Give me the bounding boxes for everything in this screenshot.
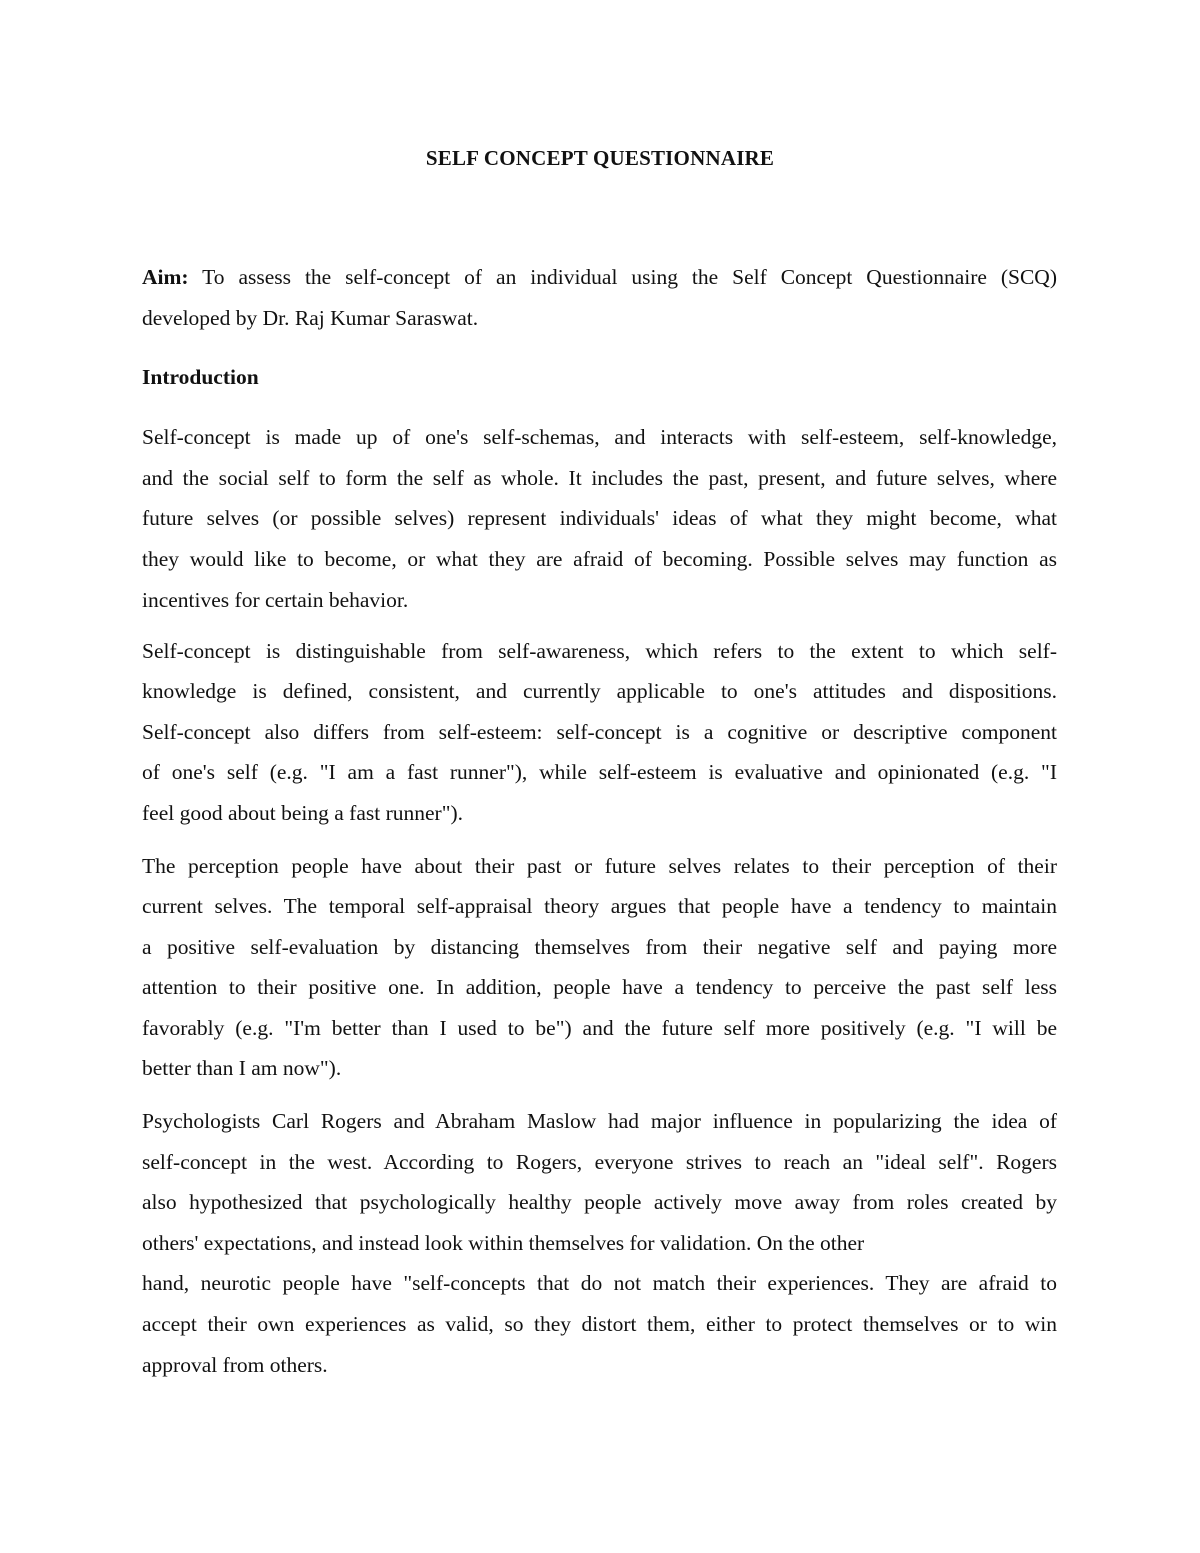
paragraph-1-line: incentives for certain behavior. — [142, 588, 409, 612]
paragraph-3-line: favorably (e.g. "I'm better than I used to be") and the future self more positively (e.g. "I will be — [142, 1016, 1057, 1040]
paragraph-1-line: future selves (or possible selves) represent individuals' ideas of what they might become, what — [142, 506, 1057, 530]
paragraph-1-line: and the social self to form the self as whole. It includes the past, present, and future selves, where — [142, 466, 1057, 490]
paragraph-3-line: current selves. The temporal self-appraisal theory argues that people have a tendency to maintain — [142, 894, 1057, 918]
paragraph-4-line: Psychologists Carl Rogers and Abraham Maslow had major influence in popularizing the idea of — [142, 1109, 1057, 1133]
paragraph-4-line: others' expectations, and instead look within themselves for validation. On the other — [142, 1231, 865, 1255]
paragraph-2-line: feel good about being a fast runner"). — [142, 801, 464, 825]
paragraph-2-line: Self-concept is distinguishable from self-awareness, which refers to the extent to which self- — [142, 639, 1057, 663]
aim-line-1 — [142, 264, 1057, 290]
aim-text: To assess the self-concept of an individual using the Self Concept Questionnaire (SCQ) — [188, 265, 1057, 289]
paragraph-2-line: Self-concept also differs from self-esteem: self-concept is a cognitive or descriptive component — [142, 720, 1057, 744]
document-title: SELF CONCEPT QUESTIONNAIRE — [425, 146, 775, 170]
aim-line-2: developed by Dr. Raj Kumar Saraswat. — [142, 306, 479, 330]
paragraph-3-line: a positive self-evaluation by distancing themselves from their negative self and paying more — [142, 935, 1057, 959]
paragraph-1-line: Self-concept is made up of one's self-schemas, and interacts with self-esteem, self-knowledge, — [142, 425, 1057, 449]
paragraph-2-line: of one's self (e.g. "I am a fast runner"), while self-esteem is evaluative and opinionated (e.g. "I — [142, 760, 1057, 784]
paragraph-4-line: approval from others. — [142, 1353, 328, 1377]
paragraph-4-line: accept their own experiences as valid, so they distort them, either to protect themselves or to win — [142, 1312, 1057, 1336]
paragraph-4-line: hand, neurotic people have "self-concepts that do not match their experiences. They are afraid to — [142, 1271, 1057, 1295]
paragraph-3-line: The perception people have about their past or future selves relates to their perception of their — [142, 854, 1057, 878]
paragraph-4-line: self-concept in the west. According to Rogers, everyone strives to reach an "ideal self". Rogers — [142, 1150, 1057, 1174]
section-heading-introduction: Introduction — [142, 365, 259, 389]
paragraph-4-line: also hypothesized that psychologically healthy people actively move away from roles created by — [142, 1190, 1057, 1214]
paragraph-3-line: attention to their positive one. In addition, people have a tendency to perceive the past self less — [142, 975, 1057, 999]
paragraph-1-line: they would like to become, or what they are afraid of becoming. Possible selves may function as — [142, 547, 1057, 571]
aim-label: Aim: — [142, 265, 189, 289]
paragraph-3-line: better than I am now"). — [142, 1056, 342, 1080]
paragraph-2-line: knowledge is defined, consistent, and currently applicable to one's attitudes and dispositions. — [142, 679, 1057, 703]
